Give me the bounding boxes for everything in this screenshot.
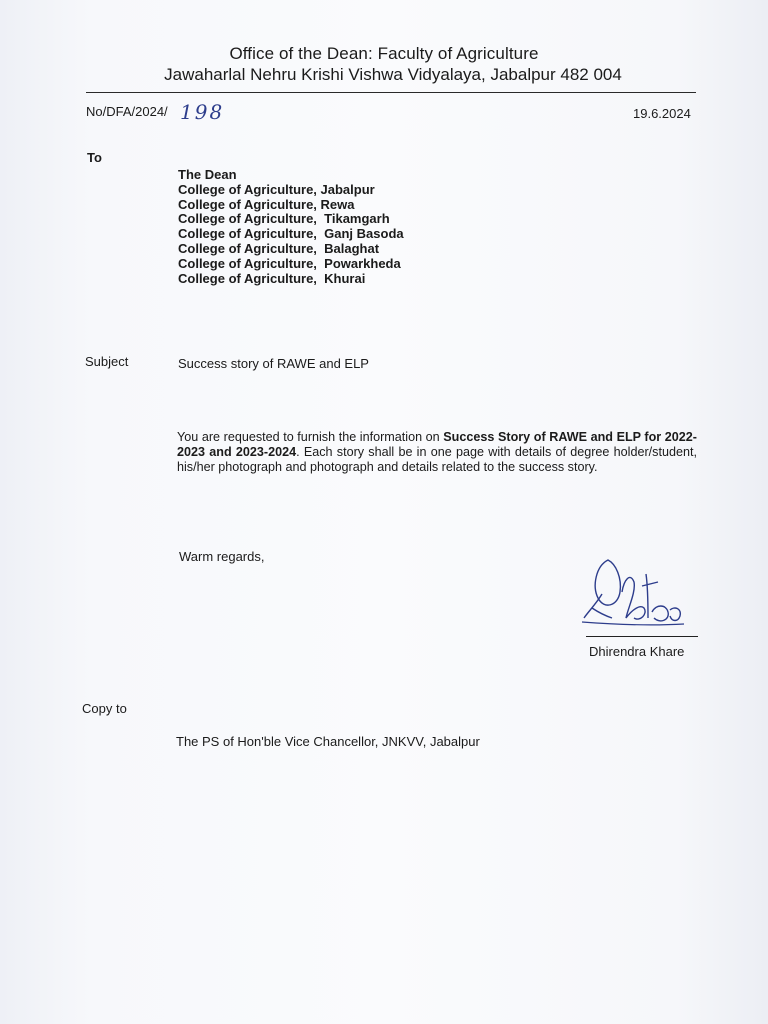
addressee-line: The Dean (178, 167, 237, 182)
handwritten-signature (578, 552, 688, 632)
addressee-line: College of Agriculture, Ganj Basoda (178, 226, 404, 242)
body-emphasis: Success Story of RAWE and ELP for 2022-2023 and 2023-2024 (177, 430, 698, 460)
subject-text: Success story of RAWE and ELP (178, 356, 369, 371)
body-paragraph (177, 430, 697, 476)
body-text: You are requested to furnish the information on (177, 430, 444, 444)
addressee-line: College of Agriculture, Jabalpur (178, 181, 375, 197)
addressee-line: College of Agriculture, Powarkheda (178, 255, 401, 271)
addressee-line: College of Agriculture, Rewa (178, 196, 355, 212)
addressee-line: College of Agriculture, Tikamgarh (178, 211, 390, 227)
signature-line (586, 636, 698, 637)
reference-number-handwritten: 198 (180, 100, 225, 124)
copy-to-recipient: The PS of Hon'ble Vice Chancellor, JNKVV, Jabalpur (176, 734, 480, 749)
letterhead-title: Office of the Dean: Faculty of Agriculture (229, 44, 539, 63)
letterhead-address: Jawaharlal Nehru Krishi Vishwa Vidyalaya, Jabalpur 482 004 (164, 65, 622, 84)
addressee-block (178, 168, 404, 286)
body-text: . Each story shall be in one page with details of degree holder/student, his/her photograph and photograph and details related to the success story. (177, 445, 697, 475)
addressee-line: College of Agriculture, Khurai (178, 270, 366, 286)
to-label: To (87, 150, 102, 165)
header-divider (86, 92, 696, 93)
letter-date: 19.6.2024 (633, 106, 691, 121)
subject-label: Subject (85, 354, 129, 369)
reference-number-prefix: No/DFA/2024/ (86, 104, 168, 119)
addressee-line: College of Agriculture, Balaghat (178, 240, 380, 256)
copy-to-label: Copy to (82, 701, 127, 716)
closing-text: Warm regards, (179, 549, 265, 564)
signatory-name: Dhirendra Khare (589, 644, 685, 659)
